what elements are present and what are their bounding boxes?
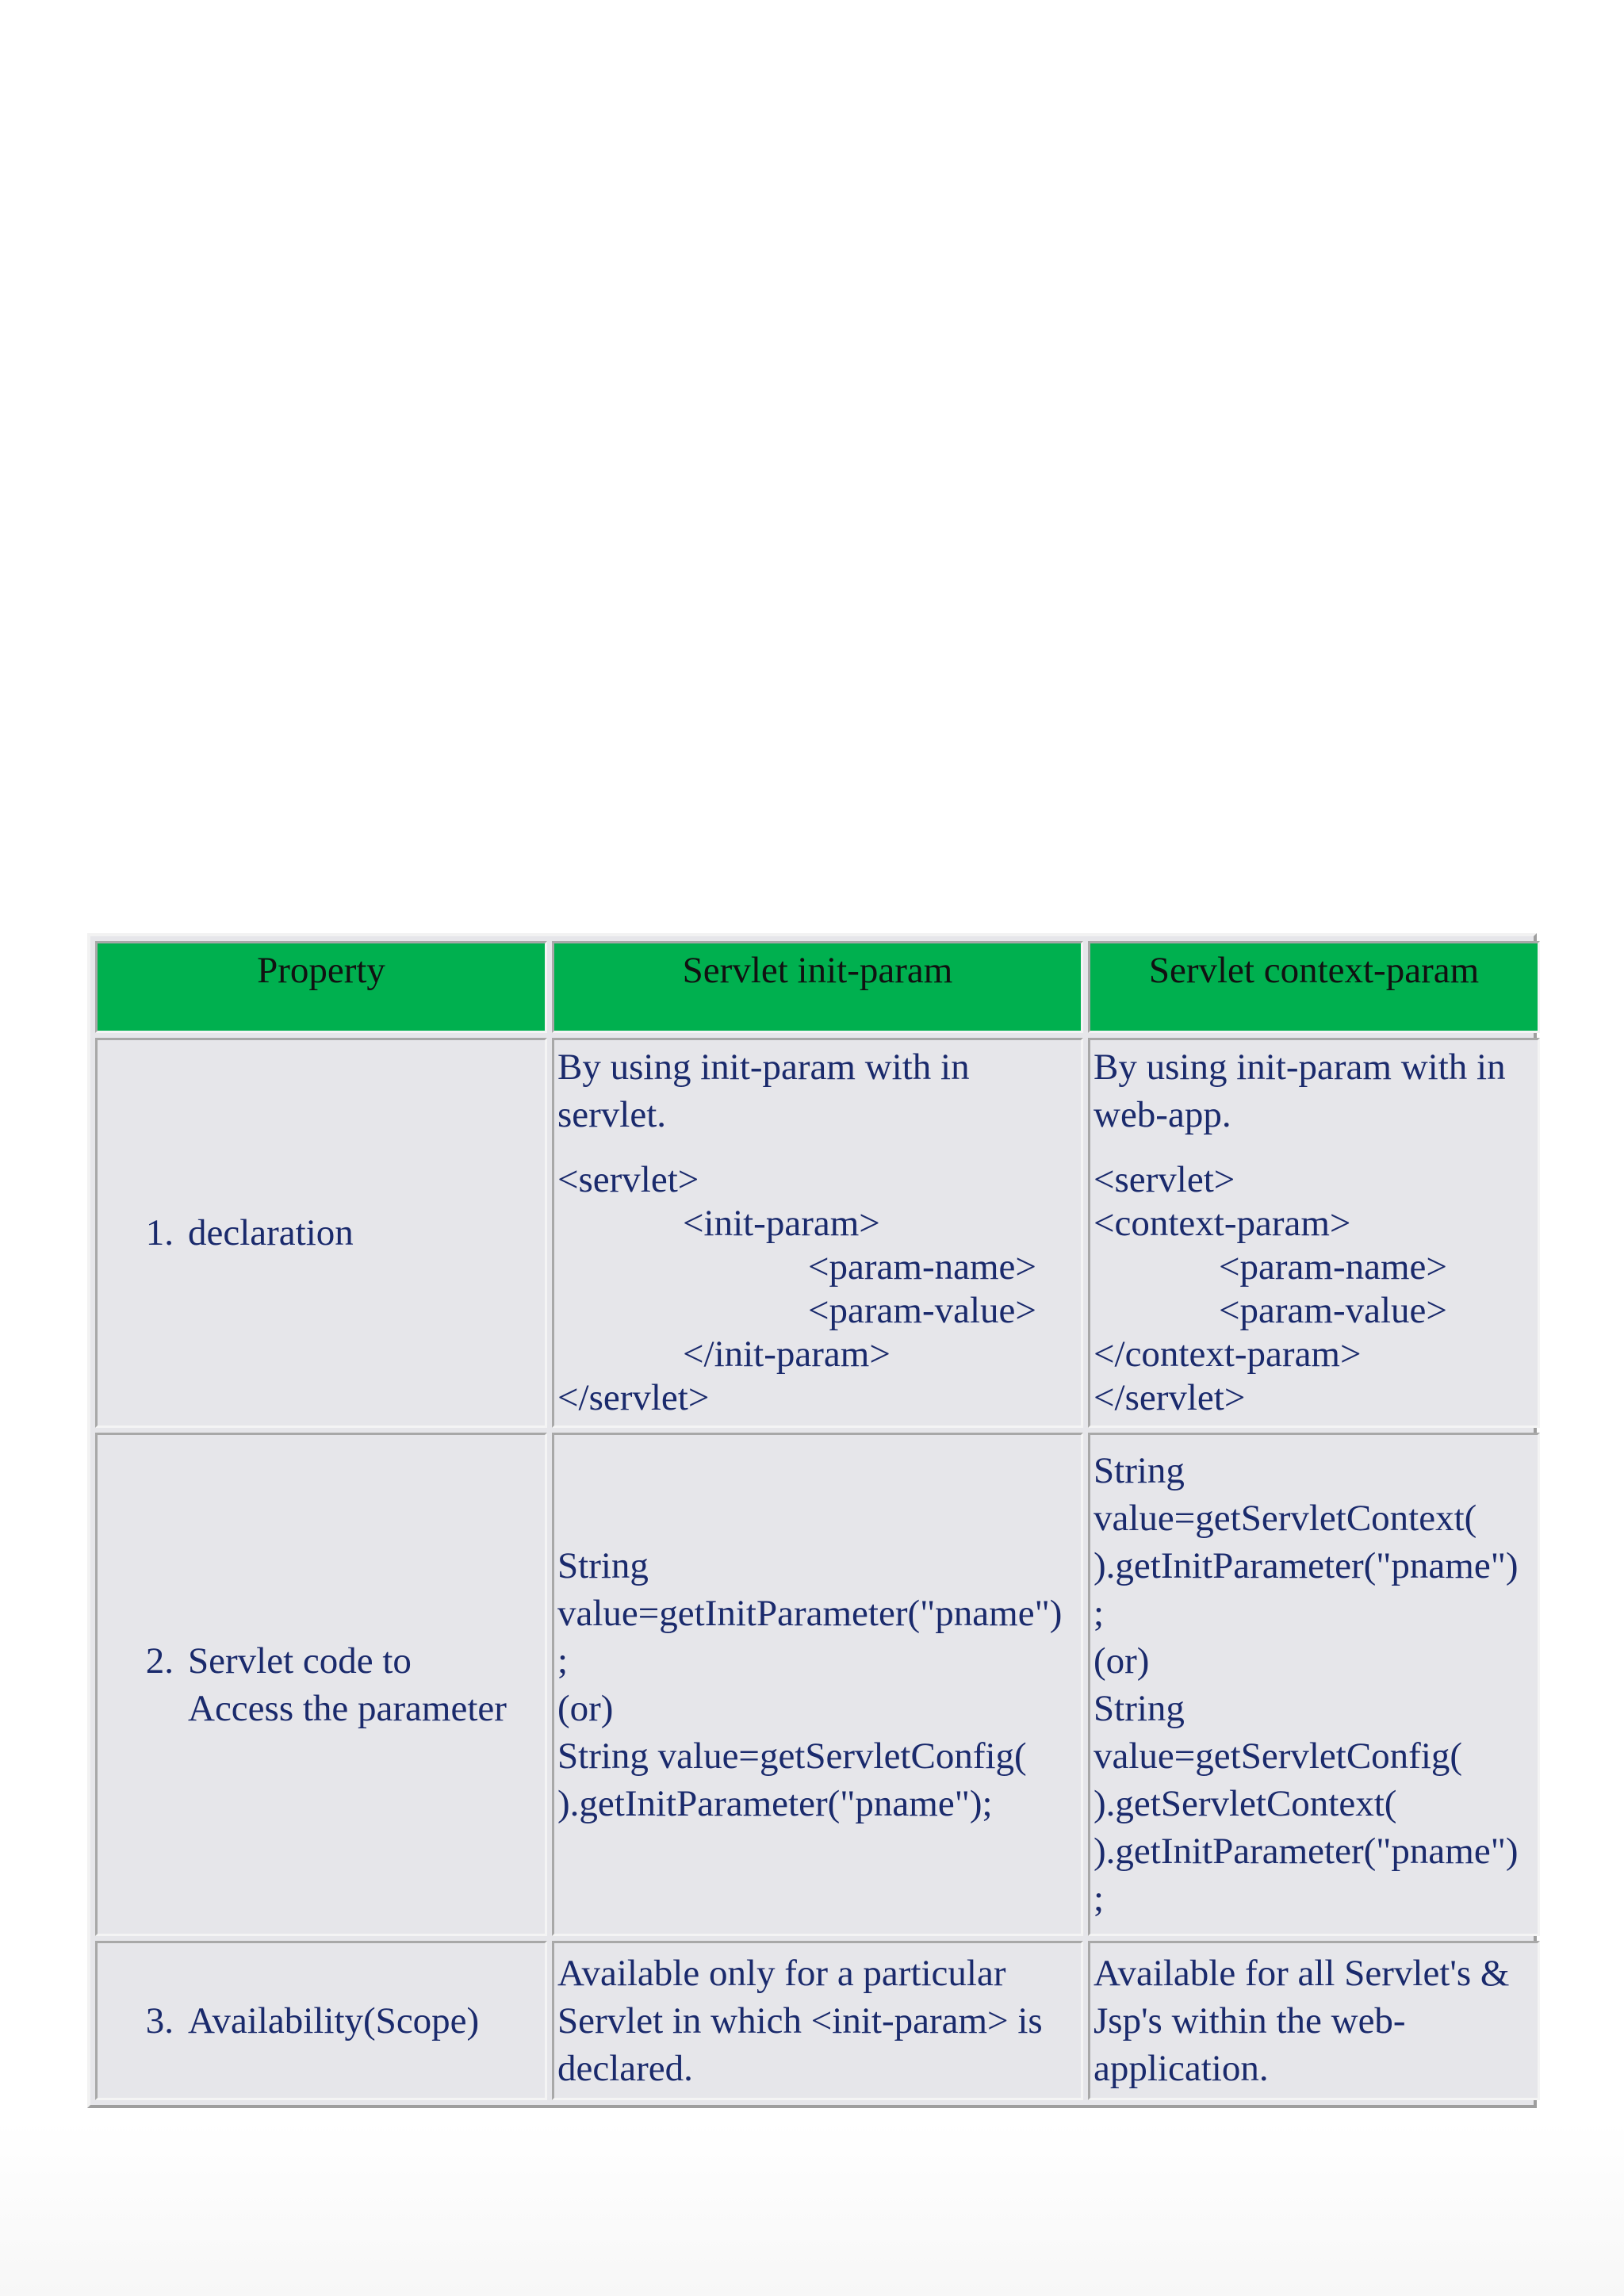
text-line: application.	[1094, 2047, 1269, 2089]
code-line: <init-param>	[683, 1203, 880, 1244]
text-line: ).getServletContext(	[1094, 1782, 1397, 1824]
text-line: String	[1094, 1449, 1185, 1491]
header-row	[95, 941, 1540, 1033]
text-line: String	[1094, 1687, 1185, 1729]
text-line: Jsp's within the web-	[1094, 1999, 1406, 2042]
property-cell	[95, 1038, 547, 1428]
code-line: </context-param>	[1094, 1334, 1362, 1375]
text-line: (or)	[1094, 1640, 1150, 1682]
text-line: ;	[557, 1640, 569, 1682]
code-line: </servlet>	[557, 1377, 710, 1418]
text-line: ).getInitParameter("pname");	[557, 1782, 993, 1824]
init-param-cell	[552, 1038, 1083, 1428]
text-line: String value=getServletConfig(	[557, 1735, 1027, 1777]
header-property: Property	[95, 941, 547, 1033]
header-init-param: Servlet init-param	[552, 941, 1083, 1033]
property-cell	[95, 1941, 547, 2100]
row-number: 1.	[145, 1212, 174, 1254]
table-row-servlet-code	[95, 1433, 1540, 1936]
property-label: Availability(Scope)	[188, 1999, 480, 2042]
code-line: </init-param>	[683, 1334, 891, 1375]
property-label	[188, 1637, 542, 1732]
code-line: <context-param>	[1094, 1203, 1351, 1244]
code-line: <param-name>	[808, 1246, 1036, 1288]
code-line: <param-value>	[1219, 1290, 1447, 1331]
text-line: value=getServletConfig(	[1094, 1735, 1463, 1777]
text-line: ;	[1094, 1592, 1105, 1634]
text-line: servlet.	[557, 1094, 667, 1135]
text-line: ;	[1094, 1877, 1105, 1919]
comparison-table-frame	[87, 933, 1537, 2108]
text-line: (or)	[557, 1687, 614, 1729]
init-param-cell	[552, 1941, 1083, 2100]
text-line: declared.	[557, 2047, 693, 2089]
row-number: 2.	[145, 1640, 174, 1682]
text-line: ).getInitParameter("pname")	[1094, 1544, 1519, 1586]
text-line: ).getInitParameter("pname")	[1094, 1830, 1519, 1872]
text-line: value=getInitParameter("pname")	[557, 1592, 1063, 1634]
code-line: <param-value>	[808, 1290, 1036, 1331]
code-line: </servlet>	[1094, 1377, 1246, 1418]
text-line: Available for all Servlet's &	[1094, 1952, 1510, 1994]
init-param-cell	[552, 1433, 1083, 1936]
header-context-param: Servlet context-param	[1088, 941, 1540, 1033]
text-line: Available only for a particular	[557, 1952, 1006, 1994]
comparison-table	[90, 936, 1545, 2105]
property-label-line: Access the parameter	[188, 1687, 507, 1729]
code-line: <servlet>	[557, 1159, 699, 1200]
text-line: By using init-param with in	[557, 1047, 970, 1088]
table-row-availability	[95, 1941, 1540, 2100]
code-line: <param-name>	[1219, 1246, 1447, 1288]
page-background	[0, 2122, 1624, 2296]
text-line: value=getServletContext(	[1094, 1497, 1477, 1539]
context-param-cell	[1088, 1433, 1540, 1936]
text-line: Servlet in which <init-param> is	[557, 1999, 1043, 2042]
context-param-cell	[1088, 1941, 1540, 2100]
context-param-cell	[1088, 1038, 1540, 1428]
row-number: 3.	[145, 1999, 174, 2042]
property-label-line: Servlet code to	[188, 1640, 412, 1682]
code-line: <servlet>	[1094, 1159, 1235, 1200]
text-line: web-app.	[1094, 1094, 1231, 1135]
property-cell	[95, 1433, 547, 1936]
text-line: String	[557, 1544, 649, 1586]
property-label: declaration	[188, 1212, 354, 1254]
text-line: By using init-param with in	[1094, 1047, 1506, 1088]
table-row-declaration	[95, 1038, 1540, 1428]
